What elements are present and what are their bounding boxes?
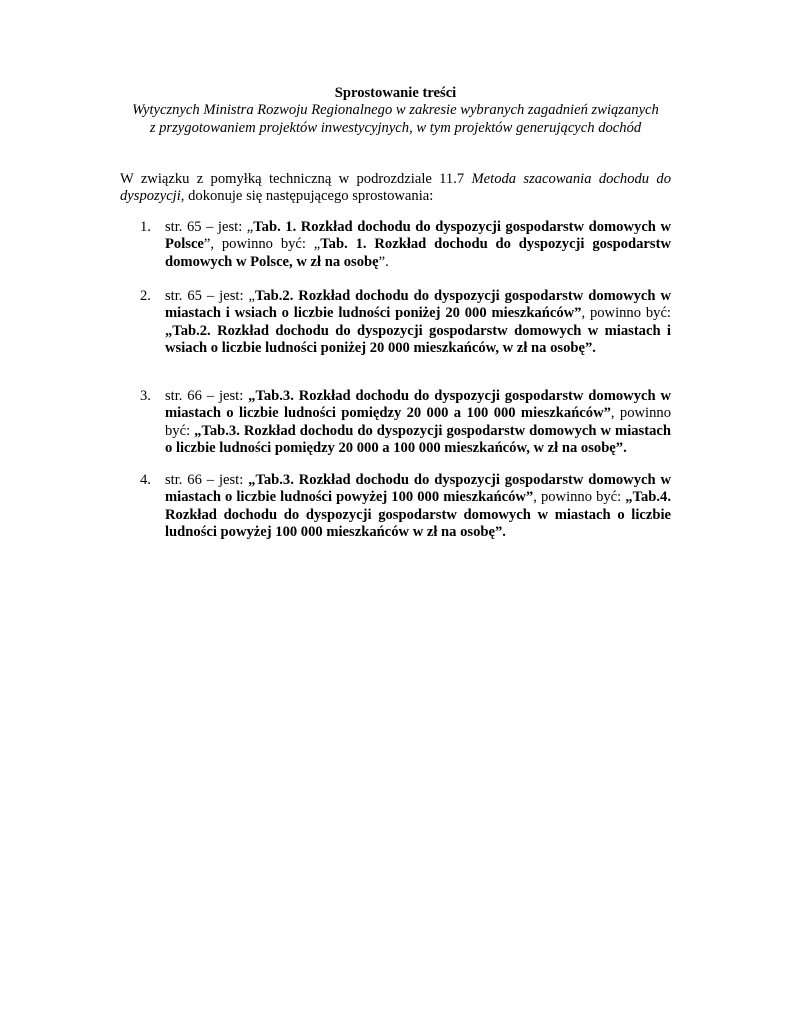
item-prefix: str. 66 – jest: <box>165 472 249 488</box>
intro-paragraph <box>120 171 671 206</box>
item-prefix: str. 65 – jest: „ <box>165 219 254 235</box>
item-old-title: Tab. 1. Rozkład dochodu do dyspozycji gospodarstw domowych w Polsce <box>165 219 671 253</box>
item-text <box>165 288 671 358</box>
intro-section-title: Metoda szacowania dochodu do dyspozycji, <box>120 171 671 205</box>
item-number: 1. <box>140 219 151 235</box>
item-old-title: „Tab.3. Rozkład dochodu do dyspozycji gospodarstw domowych w miastach o liczbie ludności pomiędzy 20 000 a 100 000 mieszkańców” <box>165 388 671 422</box>
item-middle: , powinno być: <box>581 305 671 322</box>
item-new-title: „Tab.2. Rozkład dochodu do dyspozycji gospodarstw domowych w miastach i wsiach o liczbie ludności poniżej 20 000 mieszkańców, w zł na osobę”. <box>165 322 671 357</box>
item-old-title: „Tab.3. Rozkład dochodu do dyspozycji gospodarstw domowych w miastach o liczbie ludności powyżej 100 000 mieszkańców” <box>165 472 671 506</box>
item-suffix: ”. <box>378 253 389 270</box>
intro-text-b: dokonuje się następującego sprostowania: <box>184 188 434 205</box>
item-middle: ”, powinno być: „ <box>203 236 321 253</box>
document-subtitle-line1: Wytycznych Ministra Rozwoju Regionalnego w zakresie wybranych zagadnień związanych <box>132 102 659 119</box>
correction-item-2 <box>120 288 671 358</box>
item-number: 3. <box>140 388 151 404</box>
item-text <box>165 388 671 458</box>
item-number: 4. <box>140 472 151 488</box>
item-new-title: „Tab.3. Rozkład dochodu do dyspozycji gospodarstw domowych w miastach o liczbie ludności pomiędzy 20 000 a 100 000 mieszkańców, w zł na osobę”. <box>165 422 671 457</box>
correction-item-1 <box>120 219 671 271</box>
item-new-title: Tab. 1. Rozkład dochodu do dyspozycji gospodarstw domowych w Polsce, w zł na osobę <box>165 236 671 270</box>
item-text <box>165 219 671 271</box>
item-prefix: str. 65 – jest: „ <box>165 288 255 304</box>
item-old-title: Tab.2. Rozkład dochodu do dyspozycji gospodarstw domowych w miastach i wsiach o liczbie ludności poniżej 20 000 mieszkańców” <box>165 288 671 322</box>
document-title: Sprostowanie treści <box>334 85 457 101</box>
item-number: 2. <box>140 288 151 304</box>
item-middle: , powinno być: <box>165 405 671 439</box>
item-middle: , powinno być: <box>533 489 626 506</box>
item-text <box>165 472 671 542</box>
correction-item-4 <box>120 472 671 542</box>
correction-item-3 <box>120 388 671 458</box>
document-header <box>100 85 691 137</box>
item-prefix: str. 66 – jest: <box>165 388 249 404</box>
intro-text-a: W związku z pomyłką techniczną w podrozdziale 11.7 <box>120 171 472 187</box>
document-subtitle-line2: z przygotowaniem projektów inwestycyjnych, w tym projektów generujących dochód <box>149 119 642 136</box>
item-new-title: „Tab.4. Rozkład dochodu do dyspozycji gospodarstw domowych w miastach o liczbie ludności powyżej 100 000 mieszkańców w zł na osobę”. <box>165 489 671 541</box>
